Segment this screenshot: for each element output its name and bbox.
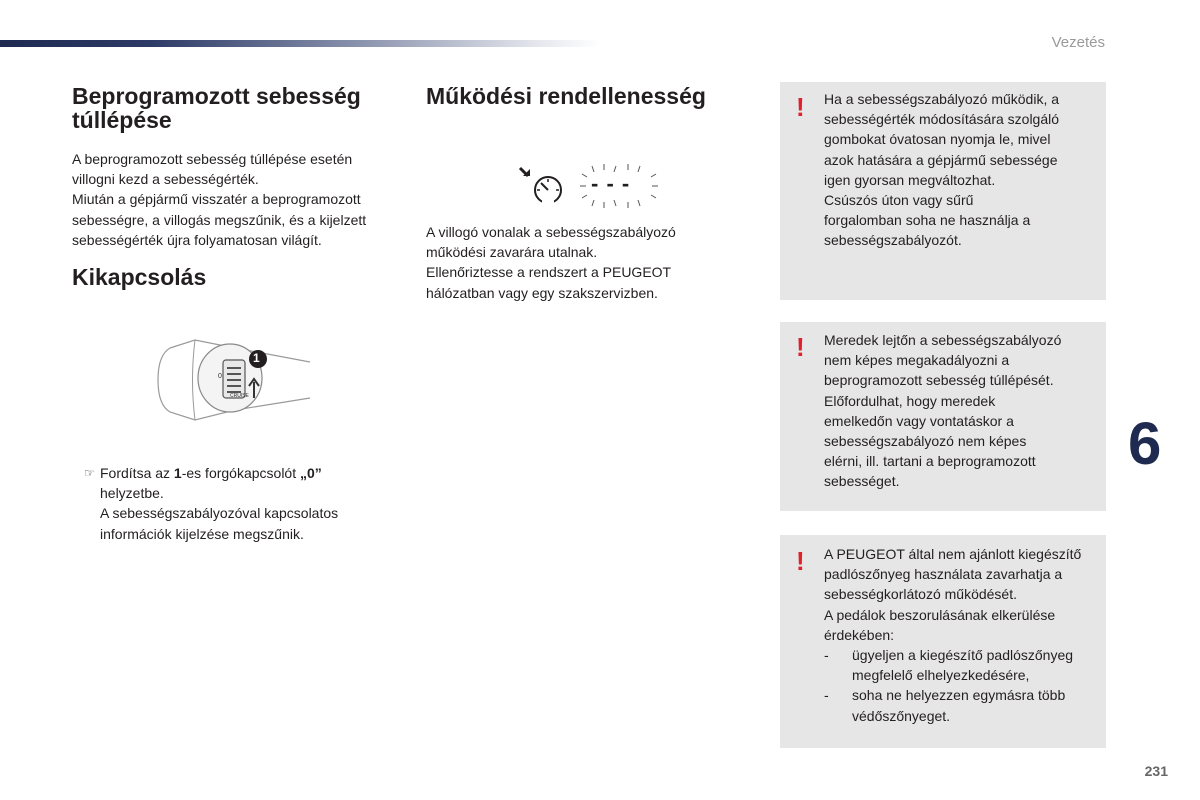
dash-marker: - [824,687,829,704]
position-zero-label: 0 [218,373,222,380]
instruction-line: helyzetbe. [100,485,164,502]
malfunction-paragraph [426,222,756,303]
chapter-number: 6 [1128,410,1162,477]
blinking-dashes: - - - [591,171,631,196]
dash-list-item [824,685,1098,725]
heading-speed-exceeded [72,84,402,132]
text-line: nem képes megakadályozni a [824,352,1010,369]
warning-text [824,330,1098,492]
text-line: Csúszós úton vagy sűrű [824,192,974,209]
text-line: beprogramozott sebesség túllépését. [824,372,1054,389]
malfunction-display-illustration [516,162,661,210]
instruction-line: A sebességszabályozóval kapcsolatos [100,505,339,522]
text-line: védőszőnyeget. [852,707,951,724]
heading-switch-off: Kikapcsolás [72,264,207,290]
text-line: sebességre, a villogás megszűnik, és a kijelzett [72,211,367,228]
text-line: elérni, ill. tartani a beprogramozott [824,453,1036,470]
heading-malfunction: Működési rendellenesség [426,83,706,109]
text-line: érdekében: [824,626,895,643]
speedometer-blinking-dashes-drawing [516,162,661,210]
dash-marker: - [824,647,829,664]
callout-number: 1 [253,351,260,365]
dash-list-item [824,645,1098,685]
warning-exclamation-icon: ! [796,546,805,576]
heading-line: túllépése [72,107,172,133]
finger-pointer-icon: ☞ [84,466,95,480]
stalk-drawing [150,330,320,430]
text-line: soha ne helyezzen egymásra több [852,687,1066,704]
text-line: igen gyorsan megváltozhat. [824,171,996,188]
warning-exclamation-icon: ! [796,332,805,362]
text-line: emelkedőn vagy vontatáskor a [824,412,1014,429]
text-line: hálózatban vagy egy szakszervizben. [426,284,658,301]
text-line: Miután a gépjármű visszatér a beprogramozott [72,191,361,208]
text-line: gombokat óvatosan nyomja le, mivel [824,131,1051,148]
text-line: Meredek lejtőn a sebességszabályozó [824,332,1062,348]
cruise-label: CRUISE [230,393,249,399]
text-line: működési zavarára utalnak. [426,244,598,261]
text-line: A PEUGEOT által nem ajánlott kiegészítő [824,546,1082,562]
text-line: Előfordulhat, hogy meredek [824,392,996,409]
page-number: 231 [1144,763,1168,779]
instruction-line [100,463,390,483]
warning-box-steep-slope [780,322,1106,511]
text-line: sebességkorlátozó működését. [824,586,1017,603]
text-line: sebességérték módosítására szolgáló [824,111,1060,128]
instruction-text [100,463,390,544]
text-line: azok hatására a gépjármű sebessége [824,151,1058,168]
instruction-line: információk kijelzése megszűnik. [100,525,304,542]
text-line: padlószőnyeg használata zavarhatja a [824,566,1063,583]
text-line: sebességszabályozó nem képes [824,433,1027,450]
text-line: A villogó vonalak a sebességszabályozó [426,224,676,240]
text-line: Ellenőriztesse a rendszert a PEUGEOT [426,264,672,281]
text-line: forgalomban soha ne használja a [824,212,1031,229]
text-line: Ha a sebességszabályozó működik, a [824,91,1060,107]
section-title: Vezetés [1051,34,1105,51]
text-line: villogni kezd a sebességérték. [72,171,259,188]
instruction-mid: -es forgókapcsolót [181,465,301,481]
text-line: megfelelő elhelyezkedésére, [852,667,1030,684]
text-line: sebességszabályozót. [824,232,962,249]
text-line: A beprogramozott sebesség túllépése esetén [72,151,353,167]
warning-box-speed-buttons [780,82,1106,300]
text-line: A pedálok beszorulásának elkerülése [824,606,1056,623]
warning-text [824,89,1098,251]
warning-text [824,544,1098,726]
speed-exceeded-paragraph [72,149,412,250]
text-line: sebességet. [824,473,900,490]
instruction-bold-number: 1 [173,465,182,481]
top-decorative-bar [0,40,600,47]
text-line: sebességérték újra folyamatosan világít. [72,231,322,248]
warning-box-floor-mat [780,535,1106,748]
heading-line: Beprogramozott sebesség [72,83,361,109]
cruise-stalk-illustration [150,330,320,430]
instruction-prefix: Fordítsa az [100,465,174,481]
instruction-bold-position: „0” [300,465,322,481]
text-line: ügyeljen a kiegészítő padlószőnyeg [852,647,1074,664]
warning-exclamation-icon: ! [796,92,805,122]
